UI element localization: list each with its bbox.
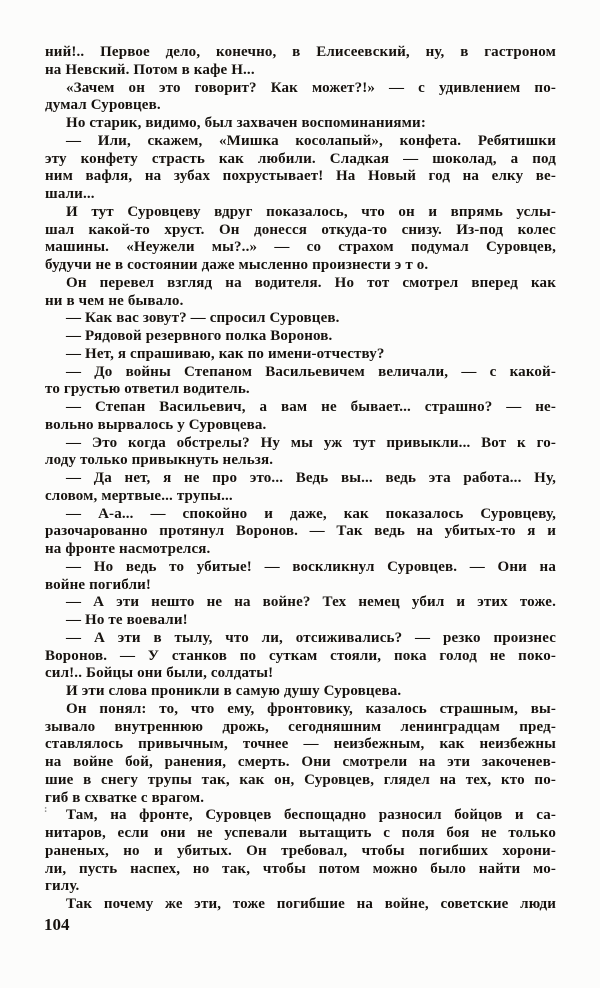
text-line: И тут Суровцеву вдруг показалось, что он и впрямь услы- bbox=[66, 203, 556, 220]
text-line: думал Суровцев. bbox=[45, 97, 161, 114]
text-line: на Невский. Потом в кафе Н... bbox=[45, 61, 255, 78]
text-line: будучи не в состоянии даже мысленно произнести э т о. bbox=[45, 257, 429, 273]
text-line: — Или, скажем, «Мишка косолапый», конфета. Ребятишки bbox=[66, 132, 556, 149]
text-line: нитаров, если они не успевали вытащить с поля боя не только bbox=[45, 825, 556, 841]
page-number: 104 bbox=[44, 915, 70, 934]
paragraph bbox=[45, 807, 556, 896]
text-line: Он перевел взгляд на водителя. Но тот смотрел вперед как bbox=[66, 274, 556, 291]
paragraph bbox=[45, 275, 556, 311]
text-line: И эти слова проникли в самую душу Суровцева. bbox=[66, 683, 402, 699]
paragraph bbox=[45, 559, 556, 595]
text-line: ли, пусть наспех, но так, чтобы потом можно было найти мо- bbox=[45, 860, 556, 877]
text-line: то грустью ответил водитель. bbox=[45, 381, 250, 398]
paragraph bbox=[45, 364, 556, 400]
paragraph bbox=[45, 594, 556, 612]
margin-artifact-mark: : bbox=[44, 804, 48, 815]
paragraph bbox=[45, 133, 556, 204]
text-line: — До войны Степаном Васильевичем величали, — с какой- bbox=[66, 363, 556, 380]
text-line: на фронте насмотрелся. bbox=[45, 541, 211, 557]
text-line: ним вафля, на зубах похрустывает! На Новый год на елку ве- bbox=[45, 168, 556, 185]
text-line: зывало внутреннюю дрожь, сегодняшним ленинградцам пред- bbox=[45, 718, 556, 735]
text-line: Но старик, видимо, был захвачен воспоминаниями: bbox=[66, 115, 426, 131]
text-line: — Как вас зовут? — спросил Суровцев. bbox=[66, 310, 340, 327]
text-line: войне погибли! bbox=[45, 576, 152, 593]
paragraph bbox=[45, 683, 556, 701]
paragraph bbox=[45, 612, 556, 630]
text-line: — Рядовой резервного полка Воронов. bbox=[66, 328, 333, 344]
paragraph bbox=[45, 346, 556, 364]
text-line: — Это когда обстрелы? Ну мы уж тут привыкли... Вот к го- bbox=[66, 434, 556, 451]
text-line: машины. «Неужели мы?..» — со страхом подумал Суровцев, bbox=[45, 239, 556, 256]
paragraph bbox=[45, 435, 556, 471]
page-text bbox=[45, 44, 556, 914]
text-line: — Да нет, я не про это... Ведь вы... ведь эта работа... Ну, bbox=[66, 470, 556, 486]
text-line: ставлялось привычным, точнее — неизбежным, как неизбежны bbox=[45, 736, 556, 753]
text-line: — Нет, я спрашиваю, как по имени-отчеству? bbox=[66, 345, 385, 362]
text-line: Воронов. — У станков по суткам стояли, пока голод не поко- bbox=[45, 647, 556, 664]
paragraph bbox=[45, 630, 556, 683]
paragraph bbox=[45, 506, 556, 559]
text-line: шали... bbox=[45, 186, 95, 202]
text-line: эту конфету страсть как любили. Сладкая — шоколад, а под bbox=[45, 150, 556, 167]
text-line: шие в снегу трупы так, как он, Суровцев, глядел на тех, кто по- bbox=[45, 771, 556, 788]
text-line: вольно вырвалось у Суровцева. bbox=[45, 416, 267, 433]
text-line: Так почему же эти, тоже погибшие на войне, советские люди bbox=[66, 896, 556, 912]
paragraph bbox=[45, 896, 556, 914]
text-line: сил!.. Бойцы они были, солдаты! bbox=[45, 665, 274, 682]
text-line: — Степан Васильевич, а вам не бывает... страшно? — не- bbox=[66, 399, 556, 415]
paragraph bbox=[45, 328, 556, 346]
text-line: — Но те воевали! bbox=[66, 612, 188, 628]
text-line: — А эти в тылу, что ли, отсиживались? — резко произнес bbox=[66, 629, 556, 646]
text-line: шал какой-то хруст. Он донесся откуда-то снизу. Из-под колес bbox=[45, 221, 556, 238]
paragraph bbox=[45, 470, 556, 506]
text-line: гиб в схватке с врагом. bbox=[45, 789, 205, 806]
text-line: — А эти нешто не на войне? Тех немец убил и этих тоже. bbox=[66, 594, 556, 611]
text-line: «Зачем он это говорит? Как может?!» — с удивлением по- bbox=[66, 79, 556, 96]
text-line: Там, на фронте, Суровцев беспощадно разносил бойцов и са- bbox=[66, 807, 556, 824]
text-line: ний!.. Первое дело, конечно, в Елисеевский, ну, в гастроном bbox=[45, 44, 556, 60]
text-line: — А-а... — спокойно и даже, как показалось Суровцеву, bbox=[66, 505, 556, 522]
paragraph bbox=[45, 204, 556, 275]
paragraph bbox=[45, 44, 556, 80]
text-line: словом, мертвые... трупы... bbox=[45, 487, 233, 504]
text-line: Он понял: то, что ему, фронтовику, казалось страшным, вы- bbox=[66, 700, 556, 717]
text-line: гилу. bbox=[45, 878, 80, 895]
paragraph bbox=[45, 701, 556, 808]
text-line: разочарованно протянул Воронов. — Так ведь на убитых-то я и bbox=[45, 523, 556, 540]
text-line: — Но ведь то убитые! — воскликнул Суровцев. — Они на bbox=[66, 558, 556, 575]
paragraph bbox=[45, 399, 556, 435]
text-line: на войне бой, ранения, смерть. Они смотрели на эти закоченев- bbox=[45, 754, 556, 770]
text-line: лоду только привыкнуть нельзя. bbox=[45, 452, 274, 469]
paragraph bbox=[45, 115, 556, 133]
text-line: ни в чем не бывало. bbox=[45, 292, 184, 309]
text-line: раненых, но и убитых. Он требовал, чтобы погибших хорони- bbox=[45, 842, 556, 859]
paragraph bbox=[45, 80, 556, 116]
paragraph bbox=[45, 310, 556, 328]
